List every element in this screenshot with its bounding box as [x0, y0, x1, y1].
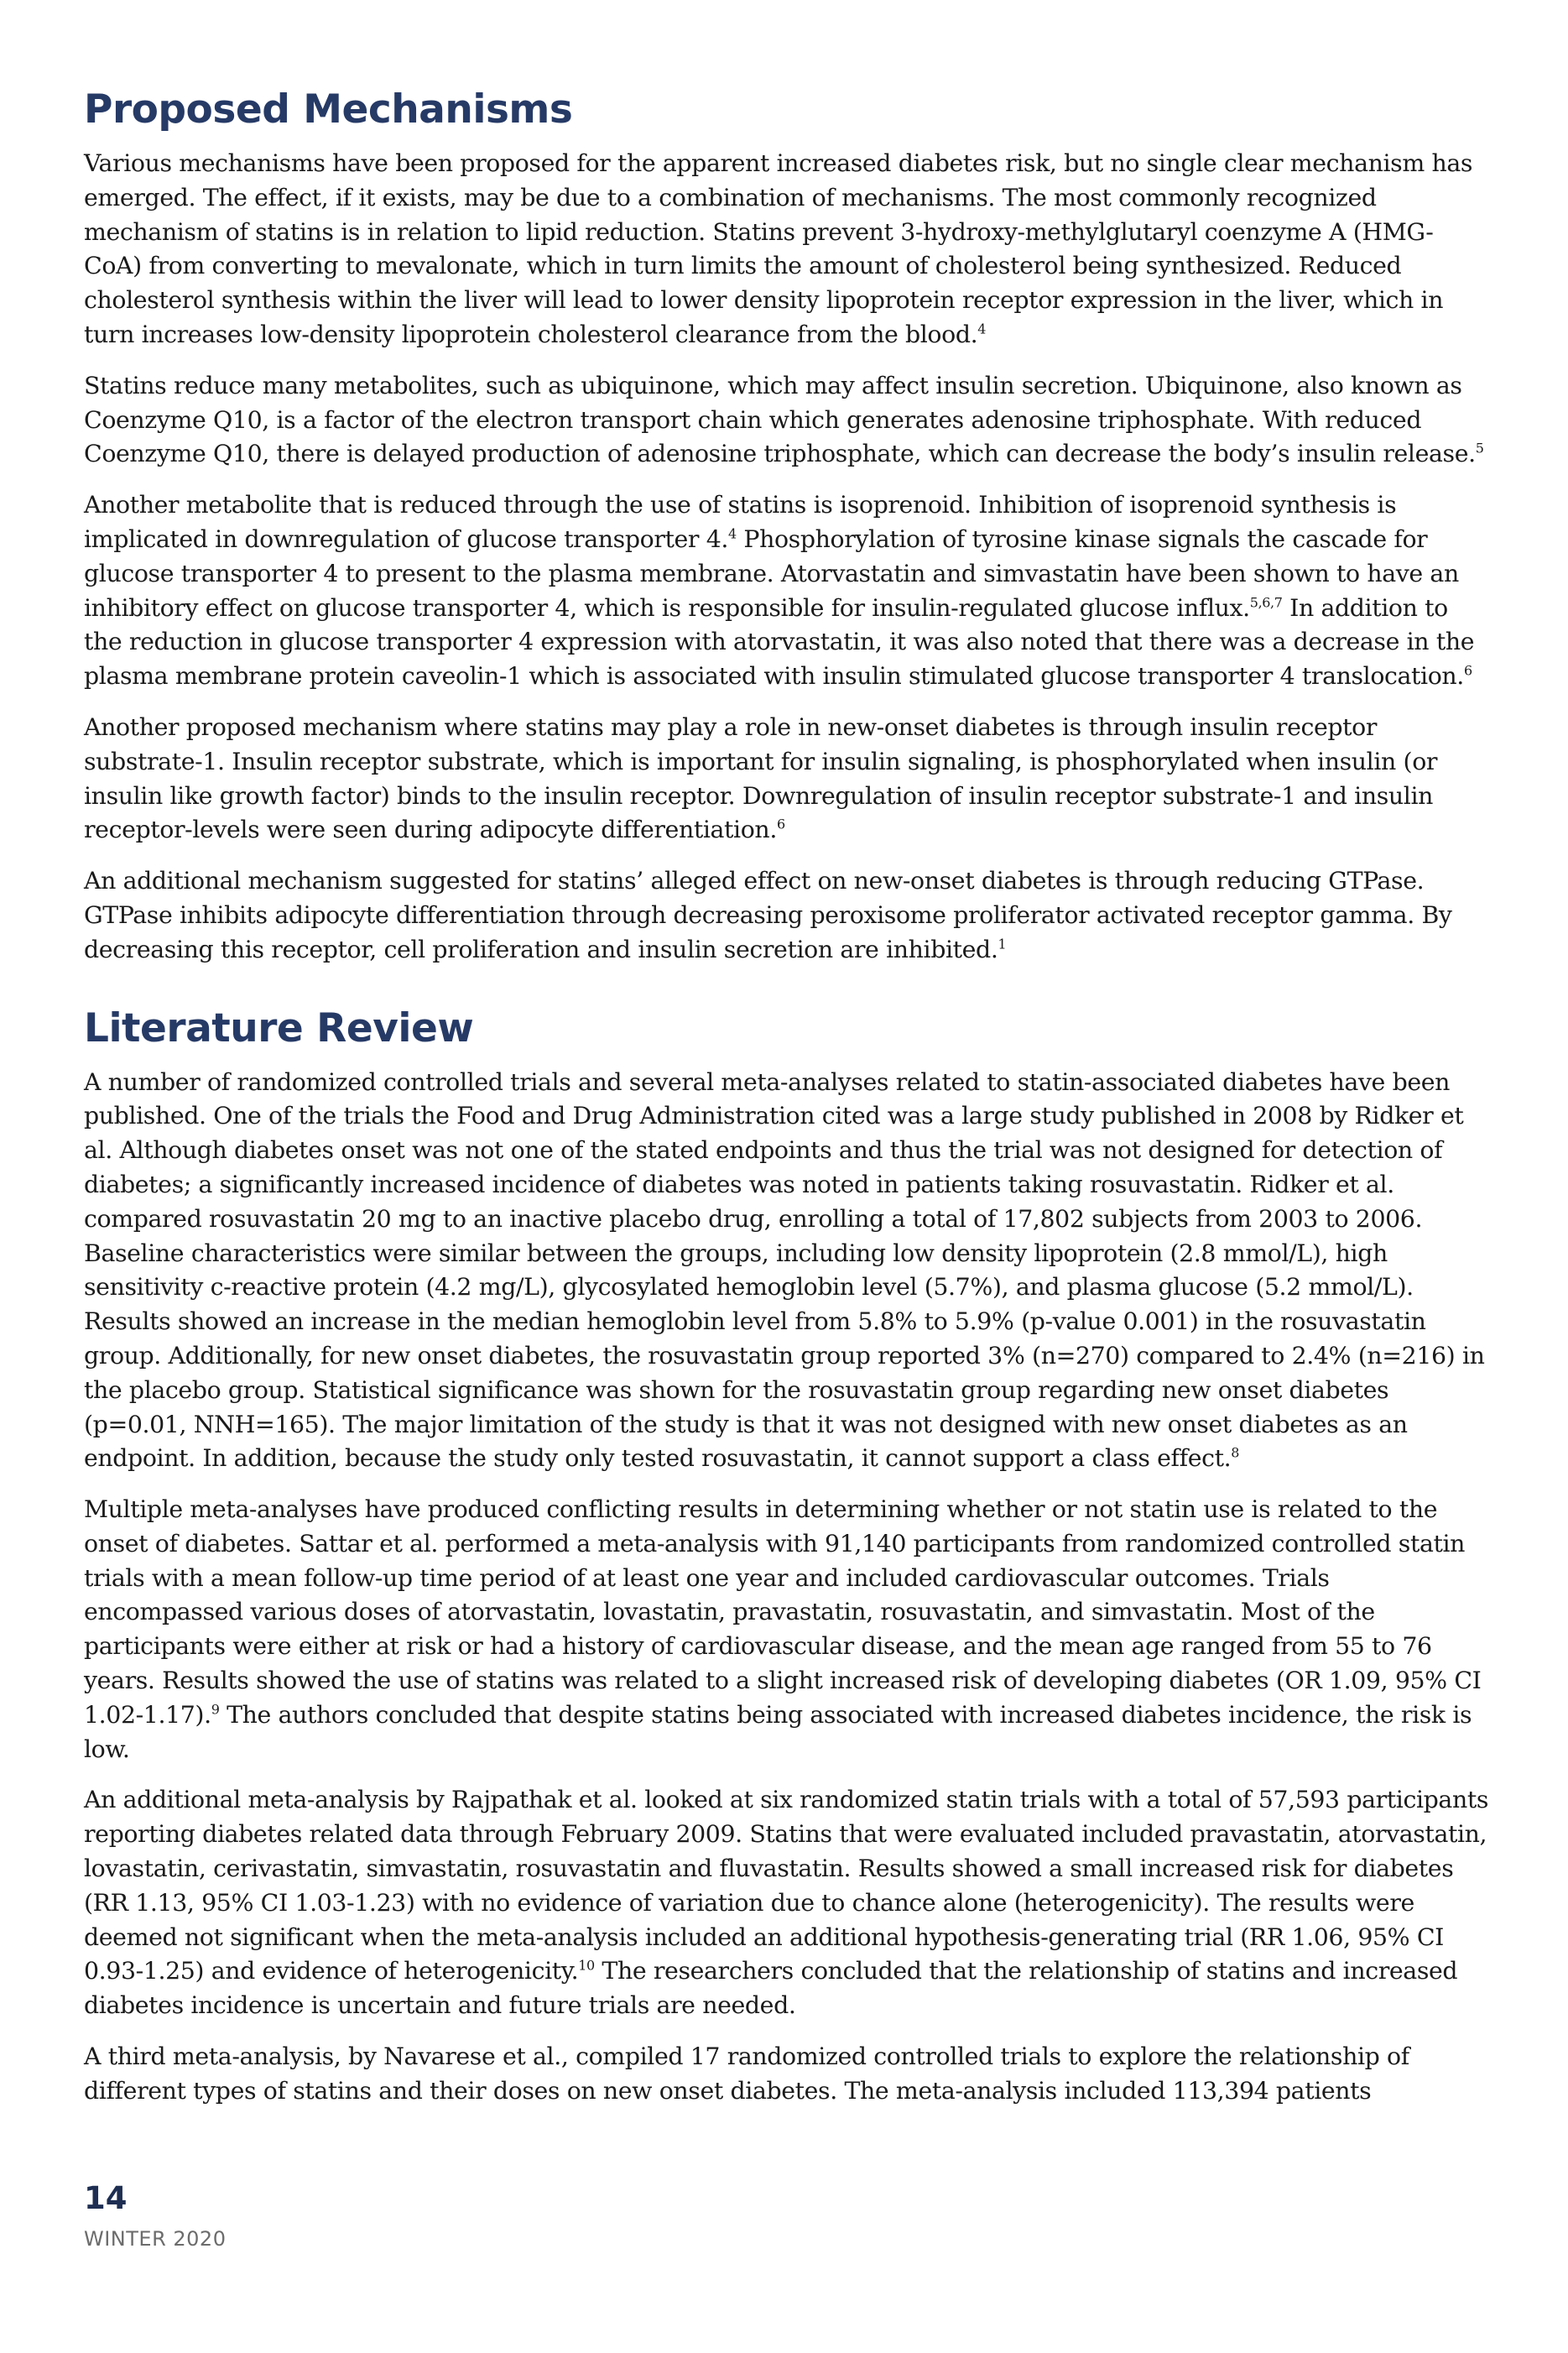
footnote-ref: 6	[1463, 662, 1472, 679]
footnote-ref: 4	[977, 321, 986, 337]
issue-label: WINTER 2020	[84, 2227, 227, 2251]
footnote-ref: 9	[211, 1701, 220, 1718]
section-heading-literature-review: Literature Review	[84, 1004, 474, 1051]
footnote-ref: 4	[728, 525, 737, 542]
footnote-ref: 5	[1475, 440, 1484, 457]
paragraph: Another metabolite that is reduced through the use of statins is isoprenoid. Inhibition of isoprenoid synthesis is implicated in downregulation of glucose transporter 4.$^4$ Phosphorylation of tyrosine kinase signals the cascade for glucose transporter 4 to present to the plasma membrane. Atorvastatin and simvastatin have been shown to have an inhibitory effect on glucose transporter 4, which is responsible for insulin-regulated glucose influx.$^{5,6,7}$ In addition to the reduction in glucose transporter 4 expression with atorvastatin, it was also noted that there was a decrease in the plasma membrane protein caveolin-1 which is associated with insulin stimulated glucose transporter 4 translocation.$^6$	[84, 491, 1475, 691]
paragraph: Another proposed mechanism where statins may play a role in new-onset diabetes is through insulin receptor substrate-1. Insulin receptor substrate, which is important for insulin signaling, is phosphorylated when insulin (or insulin like growth factor) binds to the insulin receptor. Downregulation of insulin receptor substrate-1 and insulin receptor-levels were seen during adipocyte differentiation.$^6$	[84, 712, 1438, 844]
paragraph: An additional meta-analysis by Rajpathak et al. looked at six randomized statin trials with a total of 57,593 participants reporting diabetes related data through February 2009. Statins that were evaluated included pravastatin, atorvastatin, lovastatin, cerivastatin, simvastatin, rosuvastatin and fluvastatin. Results showed a small increased risk for diabetes (RR 1.13, 95% CI 1.03-1.23) with no evidence of variation due to chance alone (heterogenicity). The results were deemed not significant when the meta-analysis included an additional hypothesis-generating trial (RR 1.06, 95% CI 0.93-1.25) and evidence of heterogenicity.$^{10}$ The researchers concluded that the relationship of statins and increased diabetes incidence is uncertain and future trials are needed.	[84, 1786, 1489, 2020]
footnote-ref: 6	[776, 816, 785, 832]
paragraph: Statins reduce many metabolites, such as ubiquinone, which may affect insulin secretion. Ubiquinone, also known as Coenzyme Q10, is a factor of the electron transport chain which generates adenosine triphosphate. With reduced Coenzyme Q10, there is delayed production of adenosine triphosphate, which can decrease the body’s insulin release.$^5$	[84, 371, 1484, 468]
paragraph: Various mechanisms have been proposed for the apparent increased diabetes risk, but no single clear mechanism has emerged. The effect, if it exists, may be due to a combination of mechanisms. The most commonly recognized mechanism of statins is in relation to lipid reduction. Statins prevent 3-hydroxy-methylglutaryl coenzyme A (HMG-CoA) from converting to mevalonate, which in turn limits the amount of cholesterol being synthesized. Reduced cholesterol synthesis within the liver will lead to lower density lipoprotein receptor expression in the liver, which in turn increases low-density lipoprotein cholesterol clearance from the blood.$^4$	[84, 149, 1473, 348]
paragraph: A number of randomized controlled trials and several meta-analyses related to statin-associated diabetes have been published. One of the trials the Food and Drug Administration cited was a large study published in 2008 by Ridker et al. Although diabetes onset was not one of the stated endpoints and thus the trial was not designed for detection of diabetes; a significantly increased incidence of diabetes was noted in patients taking rosuvastatin. Ridker et al. compared rosuvastatin 20 mg to an inactive placebo drug, enrolling a total of 17,802 subjects from 2003 to 2006. Baseline characteristics were similar between the groups, including low density lipoprotein (2.8 mmol/L), high sensitivity c-reactive protein (4.2 mg/L), glycosylated hemoglobin level (5.7%), and plasma glucose (5.2 mmol/L). Results showed an increase in the median hemoglobin level from 5.8% to 5.9% (p-value 0.001) in the rosuvastatin group. Additionally, for new onset diabetes, the rosuvastatin group reported 3% (n=270) compared to 2.4% (n=216) in the placebo group. Statistical significance was shown for the rosuvastatin group regarding new onset diabetes (p=0.01, NNH=165). The major limitation of the study is that it was not designed with new onset diabetes as an endpoint. In addition, because the study only tested rosuvastatin, it cannot support a class effect.$^8$	[84, 1067, 1485, 1473]
page-footer	[84, 2180, 226, 2251]
paragraph: A third meta-analysis, by Navarese et al., compiled 17 randomized controlled trials to explore the relationship of different types of statins and their doses on new onset diabetes. The meta-analysis included 113,394 patients	[84, 2043, 1409, 2105]
article-body	[84, 84, 1489, 2126]
footnote-ref: 5,6,7	[1249, 594, 1283, 611]
footnote-ref: 10	[578, 1957, 595, 1974]
page-number: 14	[84, 2180, 128, 2216]
footnote-ref: 8	[1231, 1444, 1240, 1461]
section-heading-proposed-mechanisms: Proposed Mechanisms	[84, 86, 573, 133]
footnote-ref: 1	[998, 936, 1007, 952]
paragraph: Multiple meta-analyses have produced conflicting results in determining whether or not statin use is related to the onset of diabetes. Sattar et al. performed a meta-analysis with 91,140 participants from randomized controlled statin trials with a mean follow-up time period of at least one year and included cardiovascular outcomes. Trials encompassed various doses of atorvastatin, lovastatin, pravastatin, rosuvastatin, and simvastatin. Most of the participants were either at risk or had a history of cardiovascular disease, and the mean age ranged from 55 to 76 years. Results showed the use of statins was related to a slight increased risk of developing diabetes (OR 1.09, 95% CI 1.02-1.17).$^9$ The authors concluded that despite statins being associated with increased diabetes incidence, the risk is low.	[84, 1495, 1482, 1763]
paragraph: An additional mechanism suggested for statins’ alleged effect on new-onset diabetes is through reducing GTPase. GTPase inhibits adipocyte differentiation through decreasing peroxisome proliferator activated receptor gamma. By decreasing this receptor, cell proliferation and insulin secretion are inhibited.$^1$	[84, 867, 1452, 963]
